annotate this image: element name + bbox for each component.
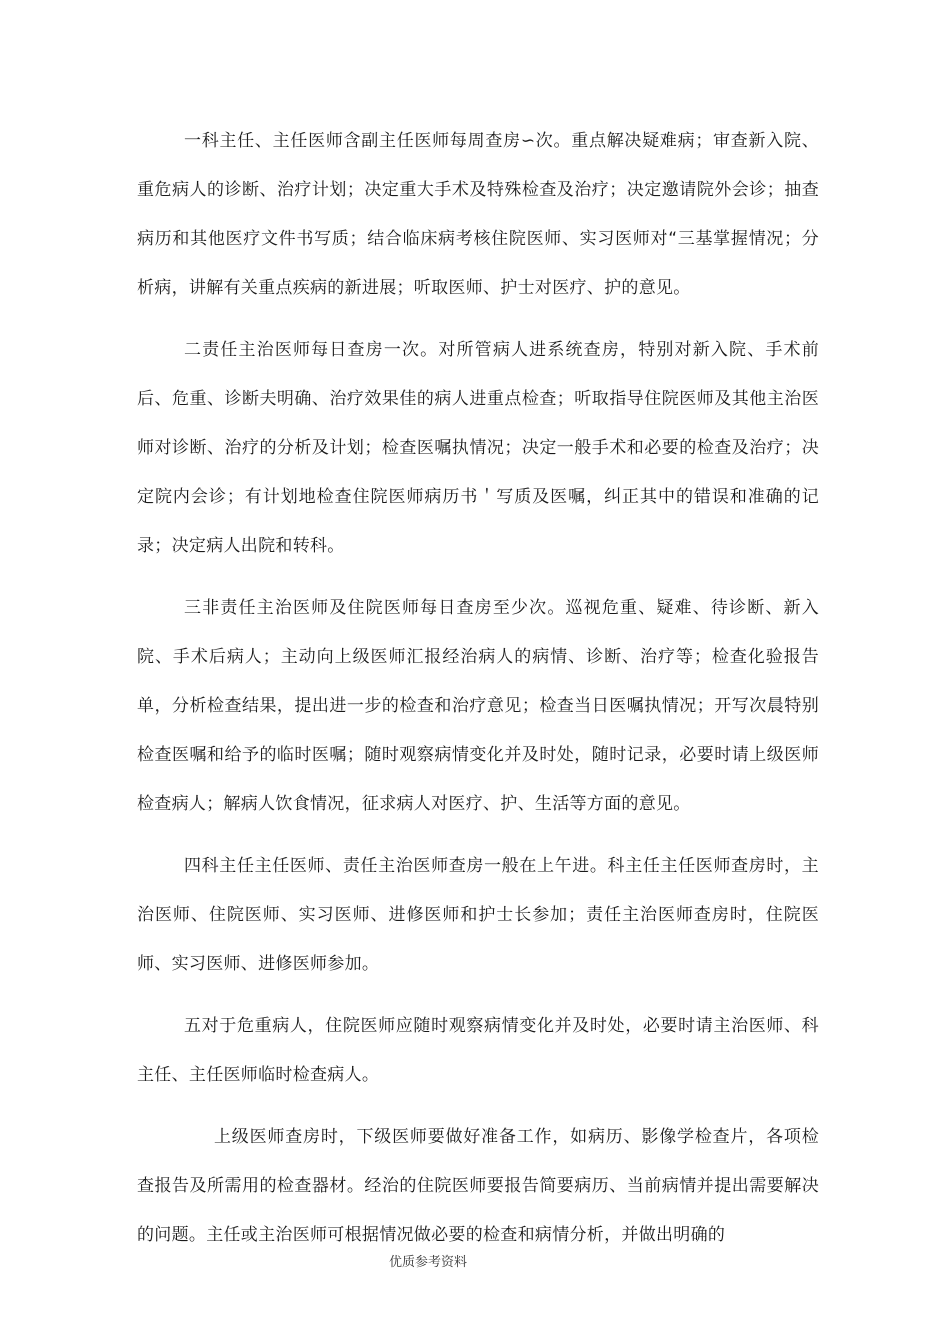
- paragraph-1: 一科主任、主任医师含副主任医师每周查房∽次。重点解决疑难病；审查新入院、重危病人的诊断、治疗计划；决定重大手术及特殊检查及治疗；决定邀请院外会诊；抽查病历和其他医疗文件书写质；结合临床病考核住院医师、实习医师对“三基掌握情况；分析病，讲解有关重点疾病的新进展；听取医师、护士对医疗、护的意见。: [137, 131, 819, 298]
- paragraph-6: 上级医师查房时，下级医师要做好准备工作，如病历、影像学检查片，各项检查报告及所需用的检查器材。经治的住院医师要报告简要病历、当前病情并提出需要解决的问题。主任或主治医师可根据情况做必要的检查和病情分析，并做出明确的: [137, 1127, 819, 1245]
- paragraph-2: 二责任主治医师每日查房一次。对所管病人进系统查房，特别对新入院、手术前后、危重、诊断夫明确、治疗效果佳的病人进重点检查；听取指导住院医师及其他主治医师对诊断、治疗的分析及计划；检查医嘱执情况；决定一般手术和必要的检查及治疗；决定院内会诊；有计划地检查住院医师病历书＇写质及医嘱，纠正其中的错误和准确的记录；决定病人出院和转科。: [137, 340, 819, 556]
- paragraph-3: 三非责任主治医师及住院医师每日查房至少次。巡视危重、疑难、待诊断、新入院、手术后病人；主动向上级医师汇报经治病人的病情、诊断、治疗等；检查化验报告单，分析检查结果，提出进一步的检查和治疗意见；检查当日医嘱执情况；开写次晨特别检查医嘱和给予的临时医嘱；随时观察病情变化并及时处，随时记录，必要时请上级医师检查病人；解病人饮食情况，征求病人对医疗、护、生活等方面的意见。: [137, 598, 819, 814]
- paragraph-4: 四科主任主任医师、责任主治医师查房一般在上午进。科主任主任医师查房时，主治医师、住院医师、实习医师、进修医师和护士长参加；责任主治医师查房时，住院医师、实习医师、进修医师参加。: [137, 856, 819, 974]
- paragraph-5: 五对于危重病人，住院医师应随时观察病情变化并及时处，必要时请主治医师、科主任、主任医师临时检查病人。: [137, 1016, 819, 1085]
- document-body: [137, 117, 819, 1273]
- page-footer: 优质参考资料: [389, 1255, 468, 1270]
